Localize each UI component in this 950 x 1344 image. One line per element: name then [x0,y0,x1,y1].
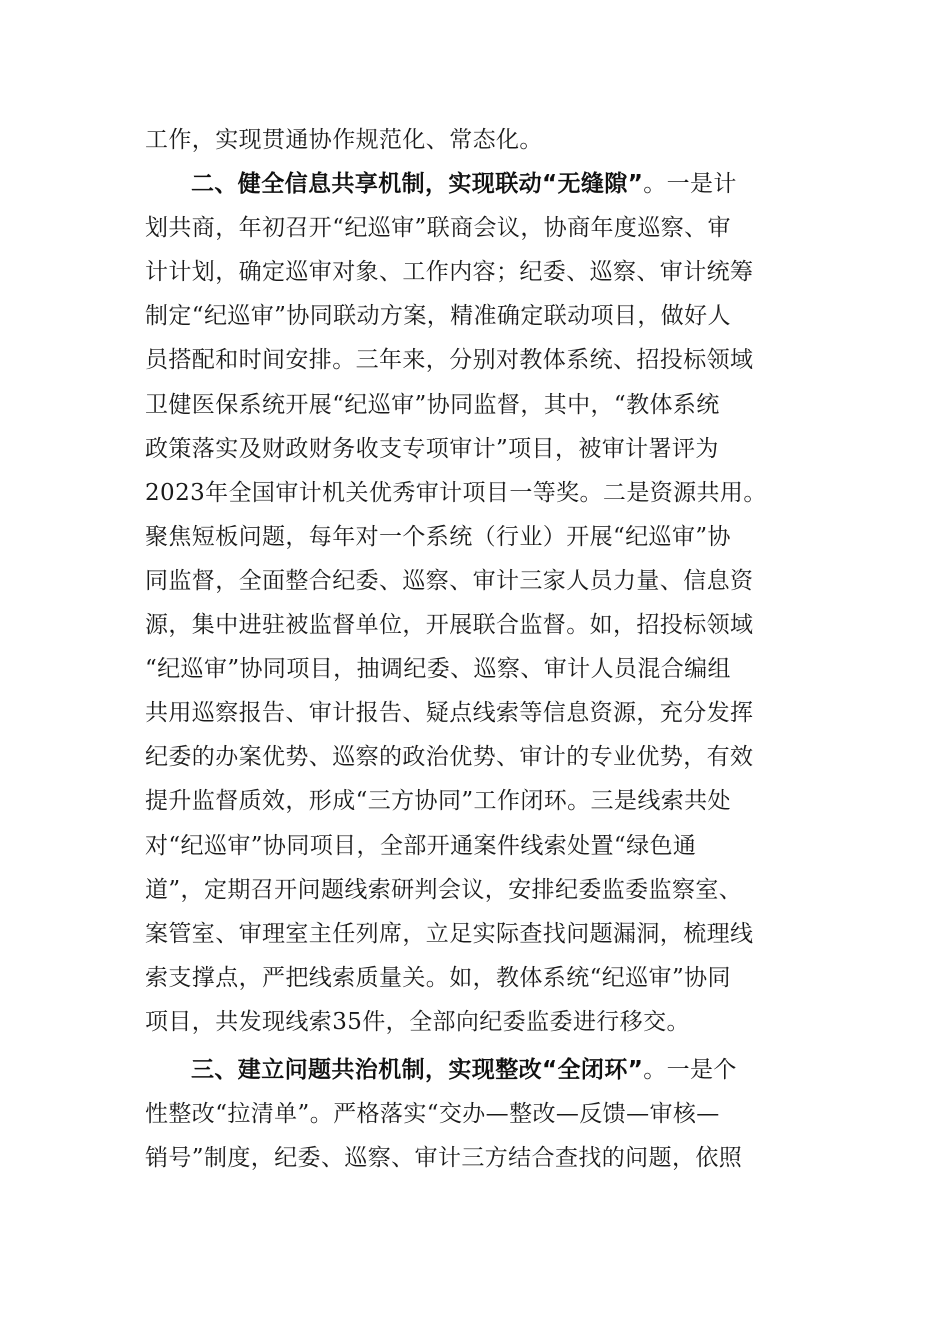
paragraph-line: 案管室、审理室主任列席，立足实际查找问题漏洞，梳理线 [145,920,754,947]
paragraph-line: 卫健医保系统开展“纪巡审”协同监督，其中，“教体系统 [145,391,720,418]
paragraph-line: 计计划，确定巡审对象、工作内容；纪委、巡察、审计统筹 [145,259,754,286]
paragraph-line: 政策落实及财政财务收支专项审计”项目，被审计署评为 [145,435,719,462]
paragraph-line: 同监督，全面整合纪委、巡察、审计三家人员力量、信息资 [145,567,754,594]
paragraph-line: 提升监督质效，形成“三方协同”工作闭环。三是线索共处 [145,788,731,815]
paragraph-line: 划共商，年初召开“纪巡审”联商会议，协商年度巡察、审 [145,215,731,242]
paragraph-line: 索支撑点，严把线索质量关。如，教体系统“纪巡审”协同 [145,964,731,991]
section-heading-line [145,162,810,206]
paragraph-line: 销号”制度，纪委、巡察、审计三方结合查找的问题，依照 [145,1145,743,1172]
paragraph-line: 源，集中进驻被监督单位，开展联合监督。如，招投标领域 [145,612,754,639]
paragraph-line: 性整改“拉清单”。严格落实“交办—整改—反馈—审核— [145,1101,720,1128]
paragraph-line: 项目，共发现线索35件，全部向纪委监委进行移交。 [145,1008,690,1035]
paragraph-line: 对“纪巡审”协同项目，全部开通案件线索处置“绿色通 [145,832,697,859]
paragraph-line: 制定“纪巡审”协同联动方案，精准确定联动项目，做好人 [145,303,731,330]
paragraph-line: 纪委的办案优势、巡察的政治优势、审计的专业优势，有效 [145,744,754,771]
paragraph-line: 员搭配和时间安排。三年来，分别对教体系统、招投标领域 [145,347,754,374]
section-heading-line [145,1048,810,1092]
paragraph-line: 工作，实现贯通协作规范化、常态化。 [145,127,543,153]
paragraph-line: 聚焦短板问题，每年对一个系统（行业）开展“纪巡审”协 [145,523,731,550]
paragraph-line: “纪巡审”协同项目，抽调纪委、巡察、审计人员混合编组 [145,656,731,683]
paragraph-text: 。一是计 [643,171,737,198]
paragraph-text: 。一是个 [643,1056,737,1083]
paragraph-line: 2023年全国审计机关优秀审计项目一等奖。二是资源共用。 [145,479,767,506]
document-body [145,118,810,1180]
section-heading: 二、健全信息共享机制，实现联动“无缝隙” [191,171,644,198]
section-heading: 三、建立问题共治机制，实现整改“全闭环” [191,1056,644,1083]
paragraph-line: 道”，定期召开问题线索研判会议，安排纪委监委监察室、 [145,876,743,903]
paragraph-line: 共用巡察报告、审计报告、疑点线索等信息资源，充分发挥 [145,700,754,727]
